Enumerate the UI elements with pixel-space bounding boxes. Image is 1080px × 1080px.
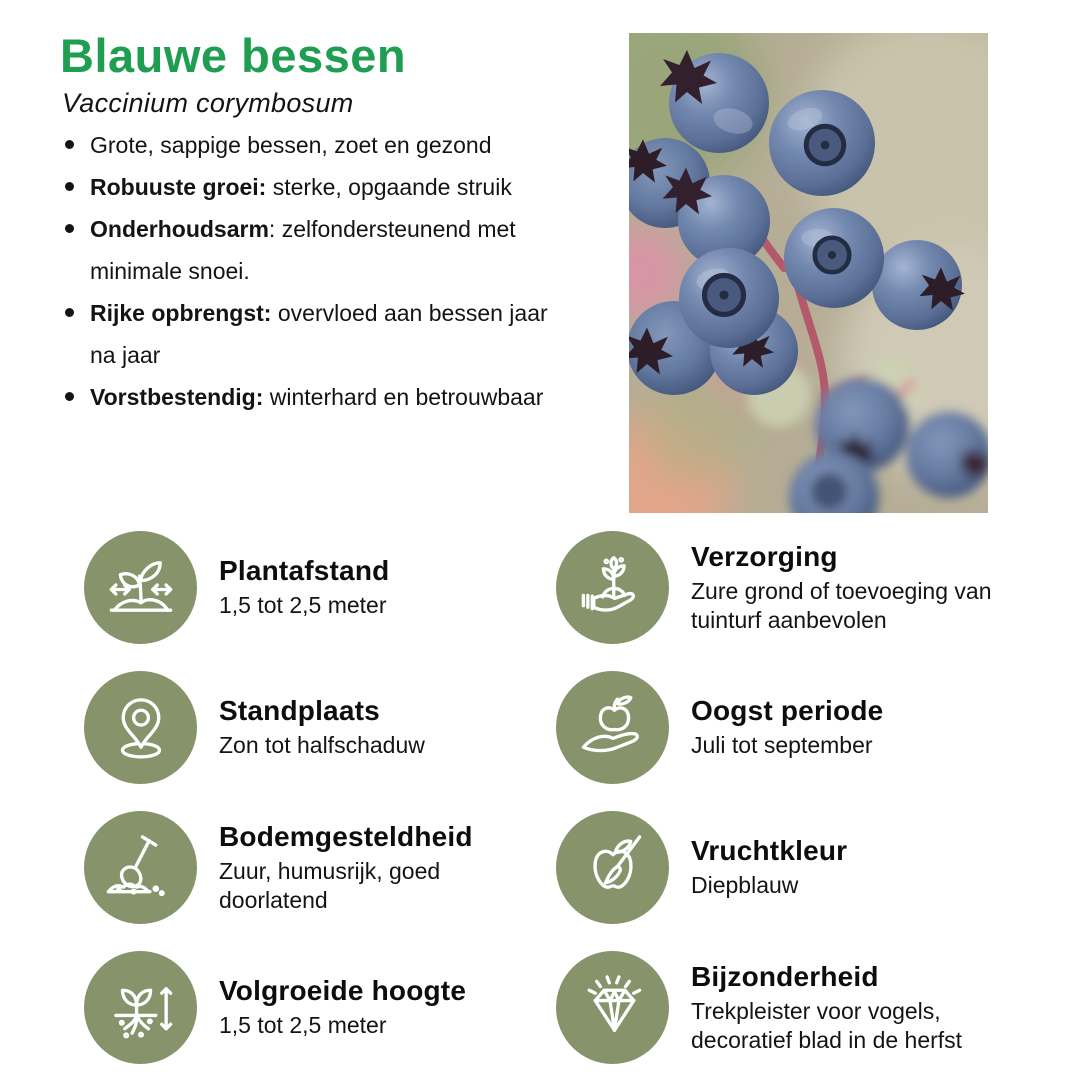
fact-standplaats xyxy=(84,671,507,784)
fact-plantafstand xyxy=(84,531,507,644)
list-item: Robuuste groei: sterke, opgaande struik xyxy=(62,166,556,208)
fact-icon-circle xyxy=(84,811,197,924)
care-hand-plant-icon xyxy=(576,551,650,625)
fact-title: Bijzonderheid xyxy=(691,960,879,992)
location-pin-icon xyxy=(104,691,178,765)
shovel-soil-icon xyxy=(104,831,178,905)
fact-desc: Diepblauw xyxy=(691,872,799,898)
harvest-hand-apple-icon xyxy=(576,691,650,765)
fact-desc: Trekpleister voor vogels, decoratief blad in de herfst xyxy=(691,997,963,1053)
plant-spacing-icon xyxy=(104,551,178,625)
fact-title: Volgroeide hoogte xyxy=(219,975,467,1006)
fact-desc: Zure grond of toevoeging van tuinturf aanbevolen xyxy=(691,577,992,633)
list-item: Vorstbestendig: winterhard en betrouwbaar xyxy=(62,376,556,418)
list-item: Onderhoudsarm: zelfondersteunend met minimale snoei. xyxy=(62,208,556,292)
fact-title: Verzorging xyxy=(691,540,838,572)
fact-icon-circle xyxy=(556,951,669,1064)
mature-height-icon xyxy=(104,971,178,1045)
list-item: Grote, sappige bessen, zoet en gezond xyxy=(62,124,556,166)
fact-vruchtkleur xyxy=(556,811,1007,924)
fact-icon-circle xyxy=(556,811,669,924)
fact-title: Bodemgesteldheid xyxy=(219,820,473,852)
blueberries-photo-art xyxy=(629,33,988,513)
fruit-color-brush-icon xyxy=(576,831,650,905)
fact-bijzonderheid xyxy=(556,951,1007,1064)
page-title: Blauwe bessen xyxy=(60,29,407,82)
fact-icon-circle xyxy=(84,671,197,784)
fact-title: Plantafstand xyxy=(219,555,390,586)
fact-volgroeide-hoogte xyxy=(84,951,507,1064)
fact-title: Standplaats xyxy=(219,695,380,726)
fact-verzorging xyxy=(556,531,1007,644)
fact-bodemgesteldheid xyxy=(84,811,507,924)
fact-desc: Zuur, humusrijk, goed doorlatend xyxy=(219,857,441,913)
fact-desc: 1,5 tot 2,5 meter xyxy=(219,592,387,618)
fact-icon-circle xyxy=(84,531,197,644)
blueberries-photo xyxy=(629,33,988,513)
fact-icon-circle xyxy=(84,951,197,1064)
fact-icon-circle xyxy=(556,671,669,784)
fact-title: Oogst periode xyxy=(691,695,884,726)
fact-desc: Zon tot halfschaduw xyxy=(219,732,425,758)
special-diamond-icon xyxy=(576,971,650,1045)
latin-name-subtitle: Vaccinium corymbosum xyxy=(62,88,354,118)
fact-title: Vruchtkleur xyxy=(691,835,848,866)
fact-desc: 1,5 tot 2,5 meter xyxy=(219,1012,387,1038)
list-item: Rijke opbrengst: overvloed aan bessen jaar na jaar xyxy=(62,292,556,376)
fact-icon-circle xyxy=(556,531,669,644)
fact-oogst-periode xyxy=(556,671,1007,784)
feature-bullet-list xyxy=(62,124,556,418)
fact-desc: Juli tot september xyxy=(691,732,873,758)
